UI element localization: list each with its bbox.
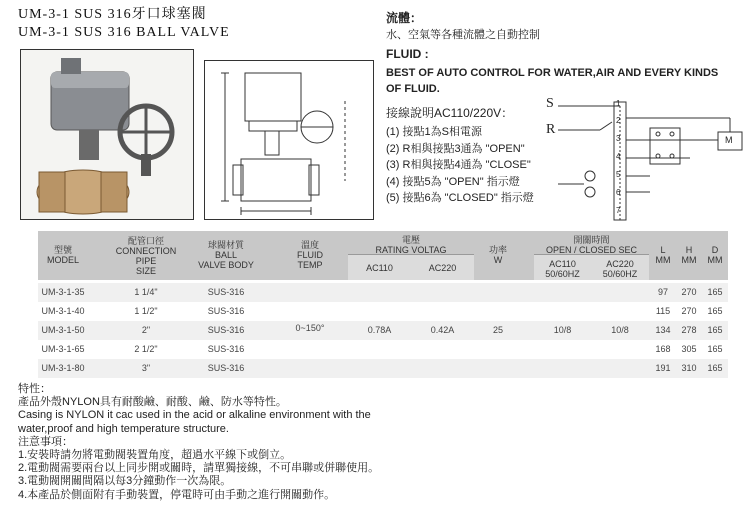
header-time-ac110: AC110 — [549, 259, 576, 269]
cell-h: 270 — [681, 306, 697, 316]
fluid-zh-desc: 水、空氣等各種流體之自動控制 — [386, 29, 540, 41]
cell-time220-merged: 10/8 — [611, 325, 629, 335]
wiring-item: (5) 接點6為 "CLOSED" 指示燈 — [386, 192, 534, 204]
table-row — [38, 340, 728, 359]
caution-line: 4.本產品於側面附有手動裝置，停電時可由手動之進行開關動作。 — [18, 488, 336, 501]
header-model-en: MODEL — [46, 255, 79, 265]
header-h: MM — [681, 255, 697, 265]
feature-line: Casing is NYLON it cac used in the acid or alkaline environment with the — [18, 409, 371, 422]
header-l: L — [660, 245, 666, 255]
product-photo — [20, 49, 194, 220]
table-row — [38, 359, 728, 378]
terminal-label: 4 — [616, 152, 621, 161]
cell-d: 165 — [707, 325, 723, 335]
cell-l: 115 — [655, 306, 671, 316]
table-header — [38, 231, 728, 280]
header-body: BALL — [214, 250, 238, 260]
wiring-item: (1) 接點1為S相電源 — [386, 126, 482, 138]
header-time: OPEN / CLOSED SEC — [545, 245, 638, 255]
header-connection: SIZE — [135, 266, 156, 276]
header-connection: 配管口徑 — [127, 236, 164, 246]
terminal-label: 1 — [616, 99, 621, 108]
cell-size: 1 1/2" — [134, 306, 158, 316]
caution-line: 3.電動閥開關間隔以每3分鐘動作一次為限。 — [18, 475, 232, 488]
cell-ac110-merged: 0.78A — [367, 325, 392, 335]
header-d: D — [711, 245, 719, 255]
header-model-zh: 型號 — [53, 245, 72, 255]
header-time-ac110: 50/60HZ — [545, 269, 580, 279]
cell-temp-merged: 0~150° — [295, 323, 325, 333]
cell-size: 2 1/2" — [134, 344, 158, 354]
cell-h: 278 — [681, 325, 697, 335]
header-connection: PIPE — [135, 256, 157, 266]
cell-l: 97 — [657, 287, 668, 297]
terminal-label: 6 — [616, 188, 621, 197]
cell-ac220-merged: 0.42A — [430, 325, 455, 335]
cell-size: 1 1/4" — [134, 287, 158, 297]
caution-line: 2.電動閥需要兩台以上同步開或關時，請單獨接線，不可串聯或併聯使用。 — [18, 462, 380, 475]
cell-body: SUS-316 — [207, 344, 245, 354]
cell-d: 165 — [707, 344, 723, 354]
cell-l: 168 — [655, 344, 671, 354]
wiring-title: 接線說明AC110/220V： — [386, 106, 514, 120]
cell-body: SUS-316 — [207, 287, 245, 297]
features-title: 特性： — [18, 383, 51, 395]
header-body: VALVE BODY — [198, 260, 254, 270]
header-d: MM — [707, 255, 723, 265]
cell-h: 305 — [681, 344, 697, 354]
terminal-label: 3 — [616, 134, 621, 143]
notes-section — [18, 383, 438, 502]
header-body: 球閥材質 — [207, 240, 244, 250]
r-phase-label: R — [546, 122, 556, 137]
header-connection: CONNECTION — [115, 246, 177, 256]
cell-time110-merged: 10/8 — [553, 325, 572, 335]
header-rating: RATING VOLTAG — [375, 245, 447, 255]
motor-label: M — [725, 135, 733, 145]
cell-model: UM-3-1-35 — [41, 287, 85, 297]
header-ac220: AC220 — [428, 263, 457, 273]
table-row — [38, 302, 728, 321]
feature-line: 產品外殼NYLON具有耐酸鹼、耐酸、鹼、防水等特性。 — [18, 396, 287, 409]
header-rating: 電壓 — [401, 235, 420, 245]
header-h: H — [685, 245, 693, 255]
header-temp: 溫度 — [300, 240, 319, 250]
cell-l: 191 — [655, 363, 671, 373]
wiring-item: (2) R相與接點3通為 "OPEN" — [386, 142, 525, 155]
cell-model: UM-3-1-40 — [41, 306, 85, 316]
s-phase-label: S — [546, 96, 554, 111]
cell-body: SUS-316 — [207, 363, 245, 373]
header-time-ac220: AC220 — [606, 259, 634, 269]
header-power: W — [493, 255, 503, 265]
feature-line: water,proof and high temperature structure. — [18, 422, 229, 435]
table-body — [38, 283, 728, 378]
cell-h: 310 — [681, 363, 697, 373]
table-row — [38, 283, 728, 302]
fluid-en-desc: BEST OF AUTO CONTROL FOR WATER,AIR AND EVERY KINDS OF FLUID. — [386, 67, 719, 95]
header-time: 開關時間 — [573, 235, 610, 245]
terminal-label: 5 — [616, 170, 621, 179]
wiring-item: (3) R相與接點4通為 "CLOSE" — [386, 159, 531, 171]
header-ac110: AC110 — [366, 263, 393, 273]
dimension-drawing — [204, 60, 374, 220]
caution-title: 注意事項： — [18, 435, 73, 448]
header-temp: FLUID — [296, 250, 323, 260]
cell-l: 134 — [655, 325, 671, 335]
cell-d: 165 — [707, 306, 723, 316]
header-l: MM — [655, 255, 671, 265]
cell-model: UM-3-1-65 — [41, 344, 85, 354]
cell-model: UM-3-1-80 — [41, 363, 85, 373]
cell-d: 165 — [707, 287, 723, 297]
fluid-en-label: FLUID : — [386, 47, 429, 61]
title-zh: UM-3-1 SUS 316牙口球塞閥 — [18, 7, 207, 22]
header-power: 功率 — [488, 245, 507, 255]
cell-h: 270 — [681, 287, 697, 297]
cell-body: SUS-316 — [207, 325, 245, 335]
cell-power-merged: 25 — [492, 325, 503, 335]
title-en: UM-3-1 SUS 316 BALL VALVE — [18, 25, 230, 40]
header-time-ac220: 50/60HZ — [602, 269, 638, 279]
cell-model: UM-3-1-50 — [41, 325, 85, 335]
cell-size: 2" — [141, 325, 151, 335]
terminal-label: 7 — [616, 206, 621, 215]
wiring-diagram — [540, 92, 746, 222]
fluid-zh-label: 流體： — [386, 11, 423, 25]
terminal-label: 2 — [616, 116, 621, 125]
wiring-item: (4) 接點5為 "OPEN" 指示燈 — [386, 175, 520, 188]
wiring-list — [386, 124, 534, 207]
caution-line: 1.安裝時請勿將電動閥裝置角度，超過水平線下或倒立。 — [18, 449, 292, 462]
cell-size: 3" — [141, 363, 151, 373]
cell-d: 165 — [707, 363, 723, 373]
header-temp: TEMP — [297, 260, 323, 270]
cell-body: SUS-316 — [207, 306, 245, 316]
